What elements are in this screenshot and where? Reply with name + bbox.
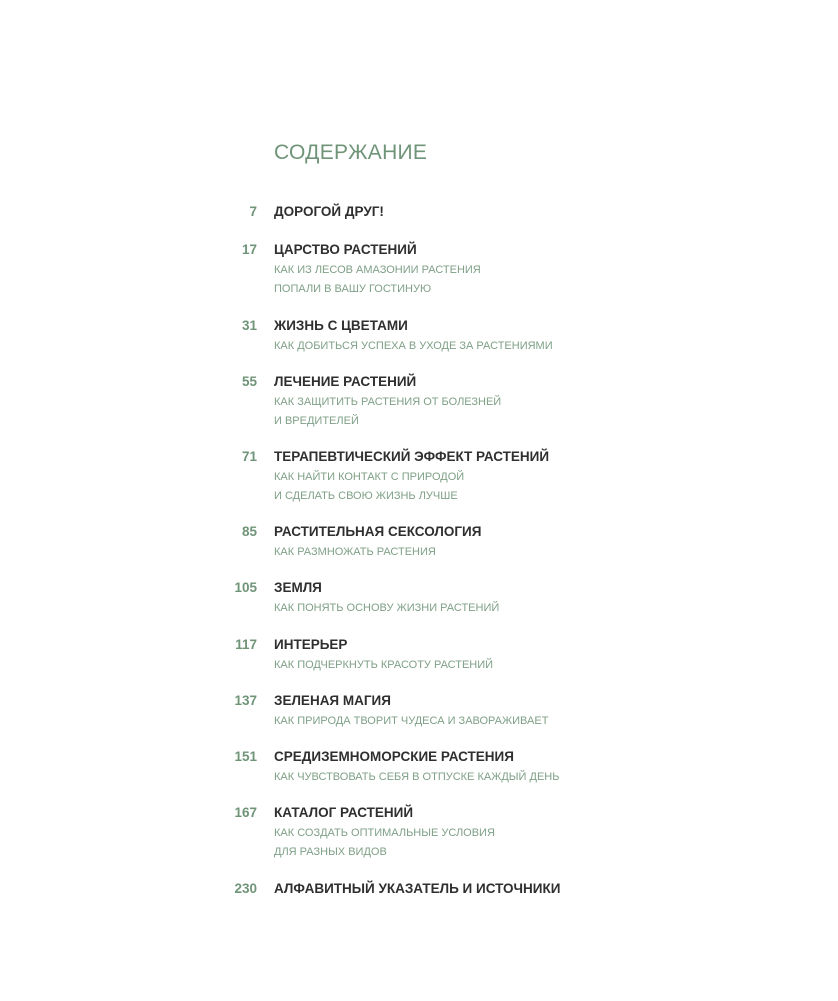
chapter-title: АЛФАВИТНЫЙ УКАЗАТЕЛЬ И ИСТОЧНИКИ: [274, 881, 561, 896]
chapter-subtitle: [274, 768, 559, 787]
chapter-title: ЗЕЛЕНАЯ МАГИЯ: [274, 693, 391, 708]
toc-title: СОДЕРЖАНИЕ: [274, 141, 428, 164]
page-number: 167: [234, 805, 257, 820]
subtitle-line: КАК ИЗ ЛЕСОВ АМАЗОНИИ РАСТЕНИЯ: [274, 264, 481, 276]
chapter-subtitle: [274, 468, 464, 506]
subtitle-line: И СДЕЛАТЬ СВОЮ ЖИЗНЬ ЛУЧШЕ: [274, 490, 458, 502]
subtitle-line: ДЛЯ РАЗНЫХ ВИДОВ: [274, 846, 387, 858]
page-number: 137: [234, 693, 257, 708]
subtitle-line: ПОПАЛИ В ВАШУ ГОСТИНУЮ: [274, 283, 432, 295]
chapter-subtitle: [274, 261, 481, 299]
chapter-title: КАТАЛОГ РАСТЕНИЙ: [274, 805, 414, 820]
chapter-title: ЛЕЧЕНИЕ РАСТЕНИЙ: [274, 374, 417, 389]
chapter-subtitle: [274, 824, 495, 862]
page-number: 117: [235, 637, 257, 652]
subtitle-line: И ВРЕДИТЕЛЕЙ: [274, 415, 359, 427]
page-number: 31: [241, 318, 257, 333]
chapter-title: ДОРОГОЙ ДРУГ!: [274, 204, 384, 219]
chapter-subtitle: [274, 599, 499, 618]
page-number: 230: [234, 881, 257, 896]
chapter-title: ЦАРСТВО РАСТЕНИЙ: [274, 242, 417, 257]
subtitle-line: КАК ЗАЩИТИТЬ РАСТЕНИЯ ОТ БОЛЕЗНЕЙ: [274, 396, 502, 408]
page-number: 105: [234, 580, 257, 595]
page-number: 85: [241, 524, 257, 539]
chapter-subtitle: [274, 393, 501, 431]
page-number: 7: [249, 204, 257, 219]
subtitle-line: КАК ПРИРОДА ТВОРИТ ЧУДЕСА И ЗАВОРАЖИВАЕТ: [274, 715, 549, 727]
chapter-title: ТЕРАПЕВТИЧЕСКИЙ ЭФФЕКТ РАСТЕНИЙ: [274, 449, 550, 464]
subtitle-line: КАК ПОНЯТЬ ОСНОВУ ЖИЗНИ РАСТЕНИЙ: [274, 602, 500, 614]
subtitle-line: КАК СОЗДАТЬ ОПТИМАЛЬНЫЕ УСЛОВИЯ: [274, 827, 495, 839]
chapter-subtitle: [274, 337, 553, 356]
subtitle-line: КАК РАЗМНОЖАТЬ РАСТЕНИЯ: [274, 546, 436, 558]
subtitle-line: КАК ЧУВСТВОВАТЬ СЕБЯ В ОТПУСКЕ КАЖДЫЙ ДЕНЬ: [274, 771, 560, 783]
chapter-title: СРЕДИЗЕМНОМОРСКИЕ РАСТЕНИЯ: [274, 749, 514, 764]
subtitle-line: КАК ДОБИТЬСЯ УСПЕХА В УХОДЕ ЗА РАСТЕНИЯМИ: [274, 340, 553, 352]
page-number: 71: [241, 449, 257, 464]
subtitle-line: КАК ПОДЧЕРКНУТЬ КРАСОТУ РАСТЕНИЙ: [274, 659, 494, 671]
chapter-subtitle: [274, 712, 548, 731]
chapter-subtitle: [274, 543, 436, 562]
chapter-title: РАСТИТЕЛЬНАЯ СЕКСОЛОГИЯ: [274, 524, 482, 539]
chapter-subtitle: [274, 656, 493, 675]
page-number: 151: [234, 749, 257, 764]
chapter-title: ЖИЗНЬ С ЦВЕТАМИ: [274, 318, 408, 333]
subtitle-line: КАК НАЙТИ КОНТАКТ С ПРИРОДОЙ: [274, 471, 465, 483]
page-number: 55: [241, 374, 257, 389]
chapter-title: ИНТЕРЬЕР: [274, 637, 348, 652]
page-number: 17: [241, 242, 257, 257]
chapter-title: ЗЕМЛЯ: [274, 580, 322, 595]
